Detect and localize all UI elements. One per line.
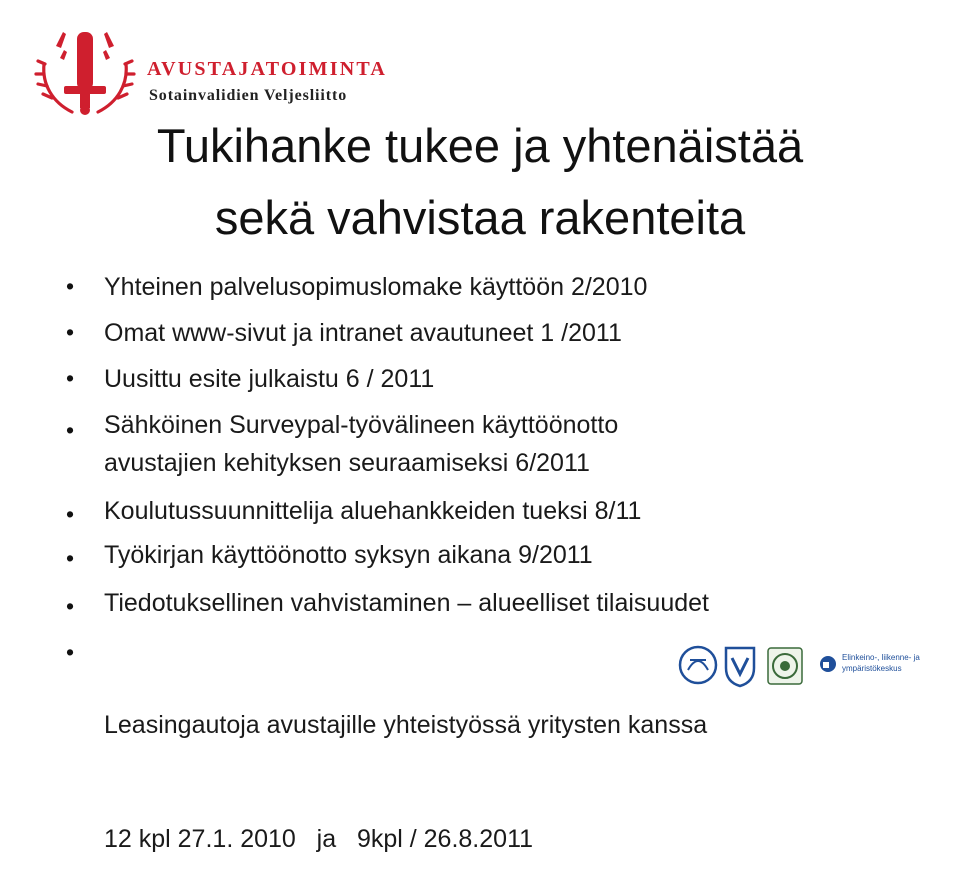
bullet-icon: • <box>66 593 75 619</box>
list-item-text-continued: 12 kpl 27.1. 2010 ja 9kpl / 26.8.2011 <box>104 825 534 853</box>
list-item-text: Koulutussuunnittelija aluehankkeiden tueksi 8/11 <box>104 497 642 525</box>
list-item <box>104 536 944 574</box>
slide-title-line-1: Tukihanke tukee ja yhtenäistää <box>156 119 804 172</box>
partner-crest-icon <box>726 648 754 686</box>
partner-badge-icon <box>680 647 716 683</box>
list-item-text: Omat www-sivut ja intranet avautuneet 1 /2011 <box>104 319 622 347</box>
bullet-icon: • <box>66 319 75 345</box>
bullet-icon: • <box>66 501 75 527</box>
bullet-icon: • <box>66 639 75 665</box>
list-item-text: Tiedotuksellinen vahvistaminen – alueelliset tilaisuudet <box>104 589 709 617</box>
bullet-icon: • <box>66 417 75 443</box>
list-item <box>104 584 944 622</box>
list-item <box>104 268 944 306</box>
ely-label-line-1: Elinkeino-, liikenne- ja <box>842 653 920 662</box>
list-item-text: Sähköinen Surveypal-työvälineen käyttöönotto <box>104 411 619 439</box>
bullet-icon: • <box>66 365 75 391</box>
partner-seal-icon <box>768 648 802 684</box>
veljesliitto-emblem-icon <box>34 28 136 116</box>
list-item-text: Leasingautoja avustajille yhteistyössä yritysten kanssa <box>104 711 708 739</box>
list-item <box>104 314 944 352</box>
list-item-text: Työkirjan käyttöönotto syksyn aikana 9/2011 <box>104 541 593 569</box>
list-item <box>104 406 944 482</box>
list-item-text: Uusittu esite julkaistu 6 / 2011 <box>104 365 435 393</box>
bullet-icon: • <box>66 545 75 571</box>
bullet-icon: • <box>66 273 75 299</box>
ely-centre-logo-icon <box>820 656 836 672</box>
list-item <box>104 360 944 398</box>
ely-label-line-2: ympäristökeskus <box>842 664 902 673</box>
partner-logos <box>676 640 926 690</box>
slide-title-line-2: sekä vahvistaa rakenteita <box>214 191 746 244</box>
brand-name: AVUSTAJATOIMINTA <box>147 58 388 80</box>
brand-subtitle: Sotainvalidien Veljesliitto <box>149 87 348 104</box>
list-item-text-continued: avustajien kehityksen seuraamiseksi 6/2011 <box>104 449 590 477</box>
list-item <box>104 492 944 530</box>
list-item-text: Yhteinen palvelusopimuslomake käyttöön 2/2010 <box>104 273 648 301</box>
